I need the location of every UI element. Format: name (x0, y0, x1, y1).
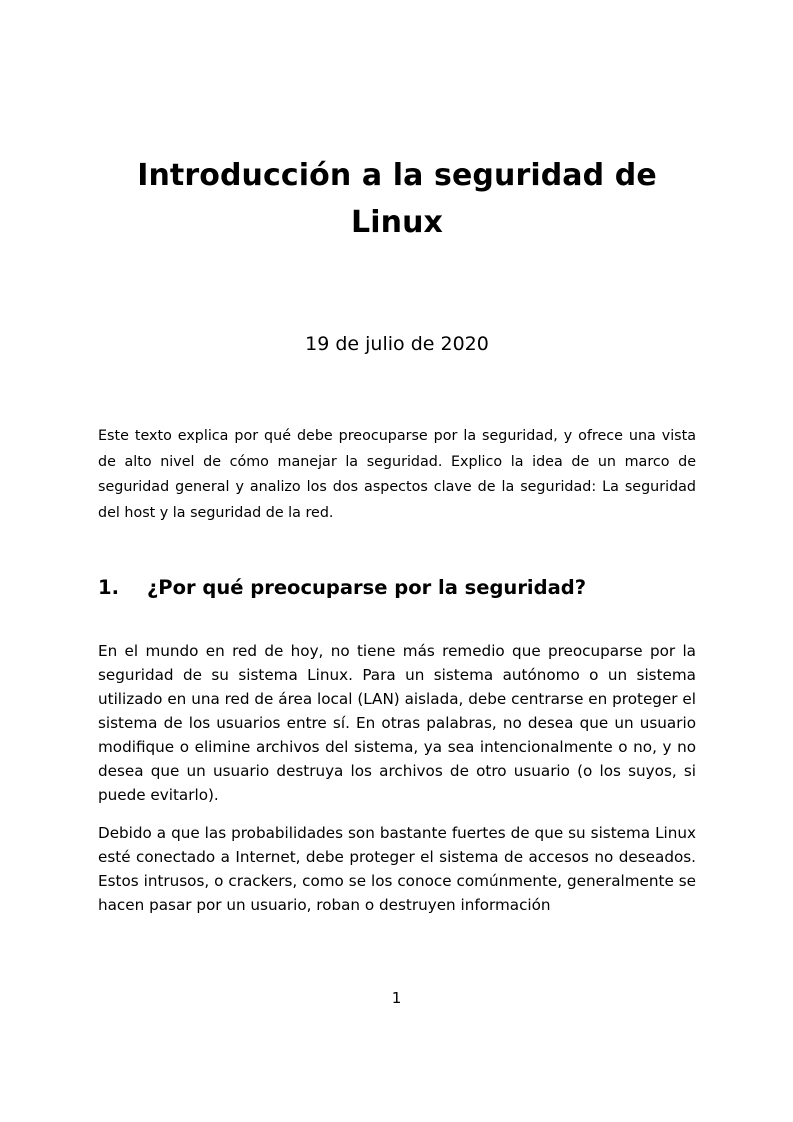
page-content (98, 0, 696, 917)
body-paragraph: En el mundo en red de hoy, no tiene más remedio que preocuparse por la seguridad de su sistema Linux. Para un sistema autónomo o un sistema utilizado en una red de área local (LAN) aislada, debe centrarse en proteger el sistema de los usuarios entre sí. En otras palabras, no desea que un usuario modifique o elimine archivos del sistema, ya sea intencionalmente o no, y no desea que un usuario destruya los archivos de otro usuario (o los suyos, si puede evitarlo). (98, 642, 696, 804)
document-date: 19 de julio de 2020 (305, 333, 489, 355)
body-paragraph: Debido a que las probabilidades son bastante fuertes de que su sistema Linux esté conectado a Internet, debe proteger el sistema de accesos no deseados. Estos intrusos, o crackers, como se los conoce comúnmente, generalmente se hacen pasar por un usuario, roban o destruyen información (98, 824, 696, 914)
document-title: Introducción a la seguridad de Linux (137, 158, 657, 240)
section-title: ¿Por qué preocuparse por la seguridad? (147, 576, 587, 599)
page-number: 1 (391, 989, 402, 1007)
abstract-paragraph: Este texto explica por qué debe preocuparse por la seguridad, y ofrece una vista de alto nivel de cómo manejar la seguridad. Explico la idea de un marco de seguridad general y analizo los dos aspectos clave de la seguridad: La seguridad del host y la seguridad de la red. (98, 428, 696, 521)
section-heading (98, 526, 696, 601)
section-number: 1. (98, 576, 119, 599)
